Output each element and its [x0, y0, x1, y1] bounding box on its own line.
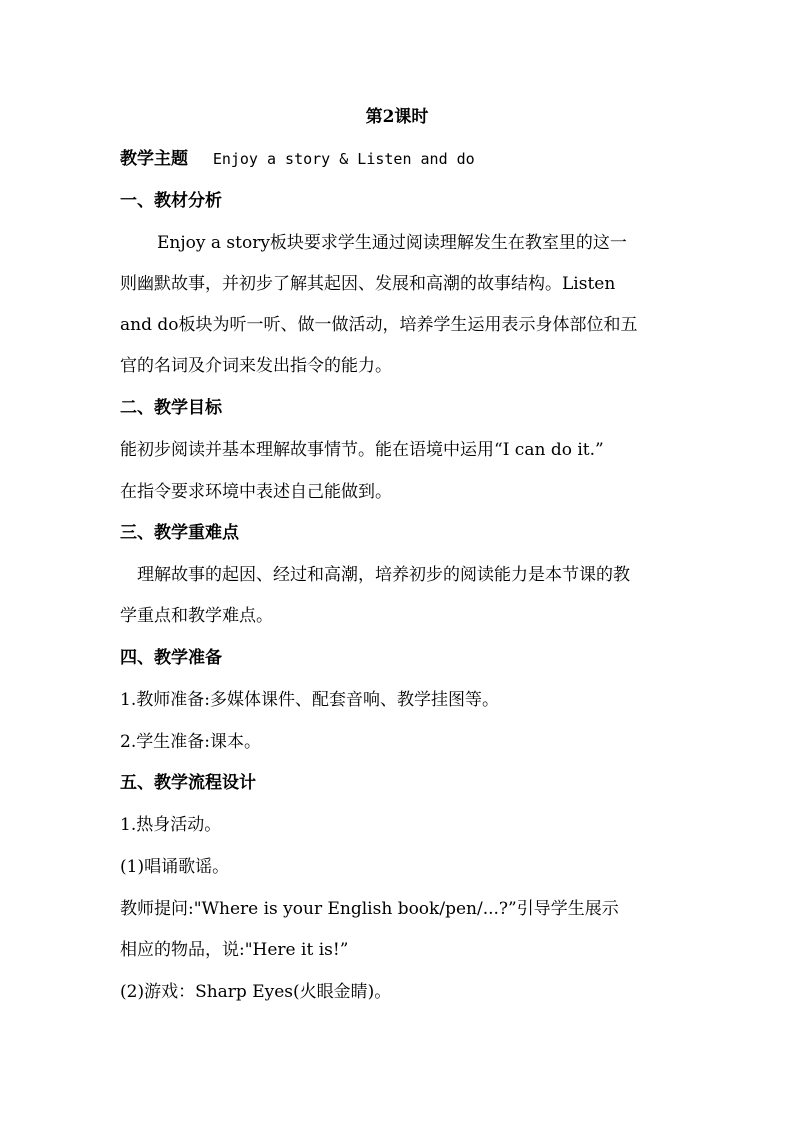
- section-2-line-1: 能初步阅读并基本理解故事情节。能在语境中运用“I can do it.”: [120, 440, 604, 460]
- section-2-line-2: 在指令要求环境中表述自己能做到。: [120, 482, 392, 502]
- page-title: 第2课时: [365, 107, 429, 127]
- section-3-line-2: 学重点和教学难点。: [120, 606, 273, 626]
- section-4-item-2: 2.学生准备:课本。: [120, 732, 261, 752]
- section-5-item-1: 1.热身活动。: [120, 815, 222, 835]
- section-5-line-2: 相应的物品，说:"Here it is!”: [120, 940, 349, 960]
- section-4-item-1: 1.教师准备:多媒体课件、配套音响、教学挂图等。: [120, 690, 499, 710]
- section-heading-5: 五、教学流程设计: [120, 773, 256, 793]
- section-3-line-1: 理解故事的起因、经过和高潮，培养初步的阅读能力是本节课的教: [137, 565, 630, 585]
- section-heading-4: 四、教学准备: [120, 648, 222, 668]
- section-5-line-1: 教师提问:"Where is your English book/pen/...?”引导学生展示: [120, 899, 619, 919]
- section-5-sub-2: (2)游戏：Sharp Eyes(火眼金睛)。: [120, 982, 392, 1002]
- section-1-line-3: and do板块为听一听、做一做活动，培养学生运用表示身体部位和五: [120, 315, 638, 335]
- theme-label: 教学主题: [120, 149, 188, 169]
- section-1-line-4: 官的名词及介词来发出指令的能力。: [120, 356, 392, 376]
- section-heading-3: 三、教学重难点: [120, 523, 239, 543]
- section-1-line-1: Enjoy a story板块要求学生通过阅读理解发生在教室里的这一: [157, 233, 627, 253]
- theme-line: [120, 148, 680, 170]
- section-heading-2: 二、教学目标: [120, 398, 222, 418]
- section-1-line-2: 则幽默故事，并初步了解其起因、发展和高潮的故事结构。Listen: [120, 274, 616, 294]
- section-heading-1: 一、教材分析: [120, 191, 222, 211]
- theme-value: Enjoy a story & Listen and do: [212, 150, 475, 168]
- section-5-sub-1: (1)唱诵歌谣。: [120, 857, 230, 877]
